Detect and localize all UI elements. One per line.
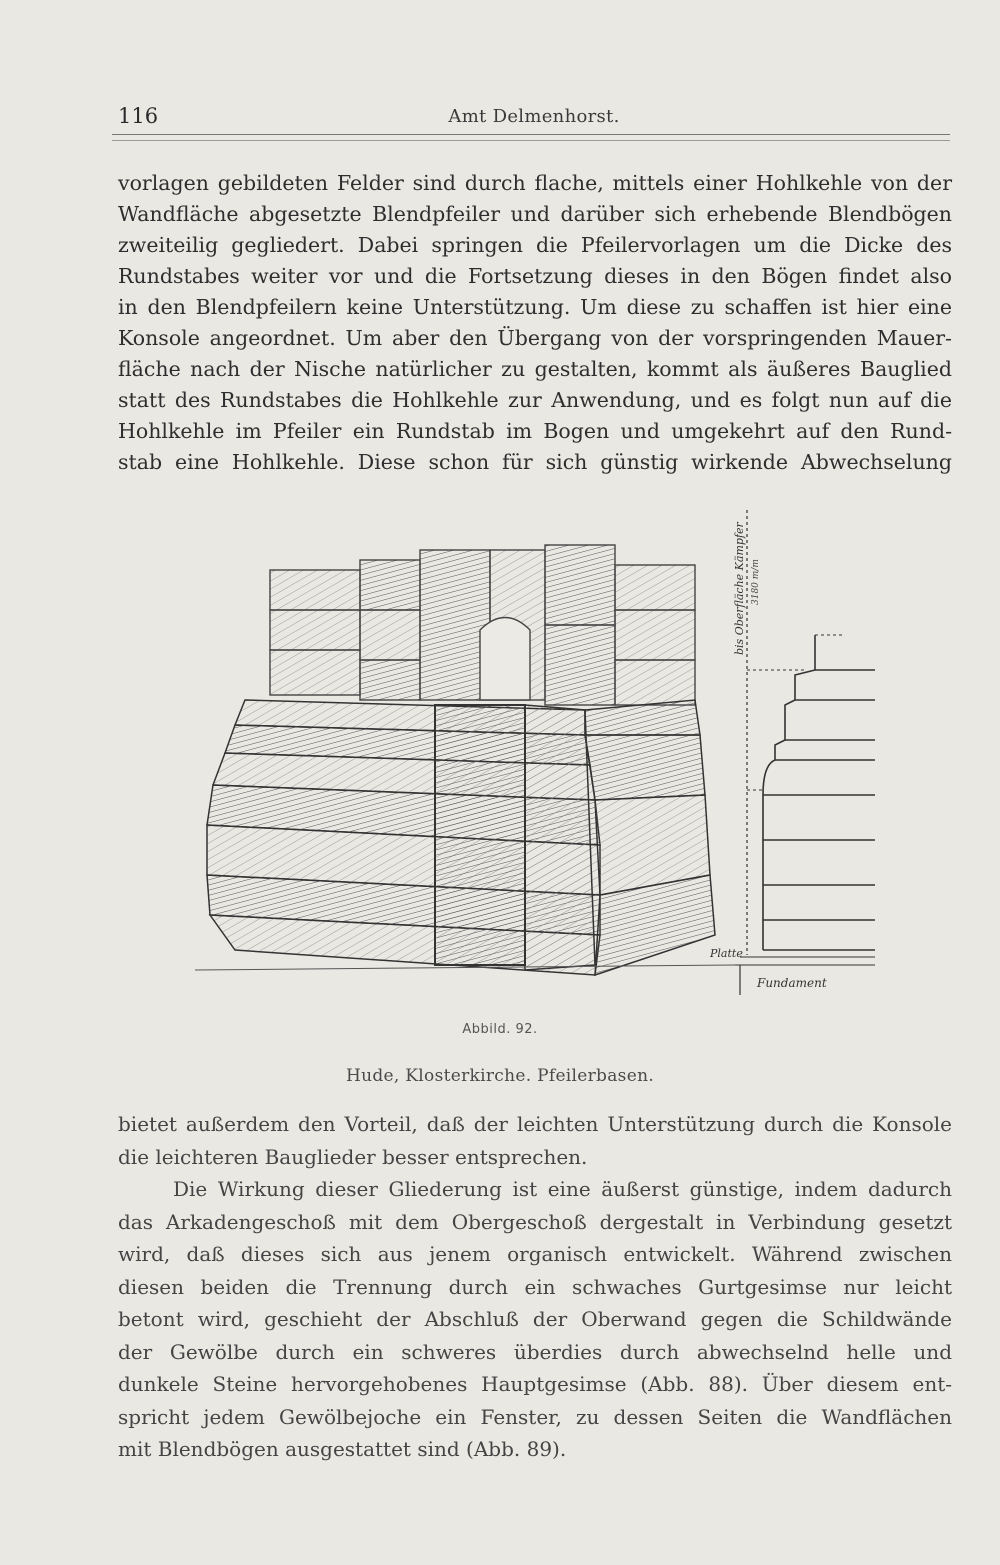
top-paragraph (118, 168, 952, 478)
bottom-paragraphs (118, 1108, 952, 1466)
text-line: Hohlkehle im Pfeiler ein Rundstab im Bogen und umgekehrt auf den Rund- (118, 419, 952, 443)
text-line: Rundstabes weiter vor und die Fortsetzung dieses in den Bögen findet also (118, 264, 952, 288)
text-line: fläche nach der Nische natürlicher zu gestalten, kommt als äußeres Bauglied (118, 357, 952, 381)
platte-label: Platte (710, 947, 743, 960)
text-line: wird, daß dieses sich aus jenem organisch entwickelt. Während zwischen (118, 1242, 952, 1266)
text-line: in den Blendpfeilern keine Unterstützung. Um diese zu schaffen ist hier eine (118, 295, 952, 319)
text-line: dunkele Steine hervorgehobenes Hauptgesimse (Abb. 88). Über diesem ent- (118, 1372, 952, 1396)
text-line: bietet außerdem den Vorteil, daß der leichten Unterstützung durch die Konsole (118, 1112, 952, 1136)
text-line: die leichteren Bauglieder besser entsprechen. (118, 1144, 588, 1169)
figure-pier-bases (195, 495, 875, 1015)
fundament-label: Fundament (757, 976, 827, 990)
text-line: Konsole angeordnet. Um aber den Übergang von der vorspringenden Mauer- (118, 326, 952, 350)
text-line: Die Wirkung dieser Gliederung ist eine äußerst günstige, indem dadurch (173, 1177, 952, 1201)
text-line: statt des Rundstabes die Hohlkehle zur Anwendung, und es folgt nun auf die (118, 388, 952, 412)
text-line: der Gewölbe durch ein schweres überdies durch abwechselnd helle und (118, 1339, 952, 1364)
measure-note: 3180 m/m (751, 559, 761, 605)
text-line: betont wird, geschieht der Abschluß der Oberwand gegen die Schildwände (118, 1307, 952, 1331)
text-line: stab eine Hohlkehle. Diese schon für sich günstig wirkende Abwechselung (118, 450, 952, 474)
text-line: Wandfläche abgesetzte Blendpfeiler und darüber sich erhebende Blendbögen (118, 202, 952, 226)
text-line: spricht jedem Gewölbejoche ein Fenster, zu dessen Seiten die Wandflächen (118, 1404, 952, 1429)
figure-caption: Hude, Klosterkirche. Pfeilerbasen. (345, 1066, 655, 1086)
pier-base-drawing (195, 495, 875, 1015)
pier-base-steps (195, 700, 735, 975)
text-line: das Arkadengeschoß mit dem Obergeschoß dergestalt in Verbindung gesetzt (118, 1209, 952, 1234)
text-line: vorlagen gebildeten Felder sind durch flache, mittels einer Hohlkehle von der (118, 171, 952, 195)
vertical-note: bis Oberfläche Kämpfer (733, 522, 746, 655)
header-rule (112, 134, 950, 135)
text-line: diesen beiden die Trennung durch ein schwaches Gurtgesimse nur leicht (118, 1274, 952, 1299)
page-number: 116 (118, 104, 159, 128)
text-line: mit Blendbögen ausgestattet sind (Abb. 89). (118, 1437, 567, 1461)
page-header (118, 104, 950, 134)
figure-number: Abbild. 92. (462, 1022, 538, 1037)
header-rule-secondary (112, 140, 950, 141)
running-head: Amt Delmenhorst. (448, 106, 620, 127)
text-line: zweiteilig gegliedert. Dabei springen die Pfeilervorlagen um die Dicke des (118, 233, 952, 257)
upper-wall-blocks (270, 545, 695, 705)
